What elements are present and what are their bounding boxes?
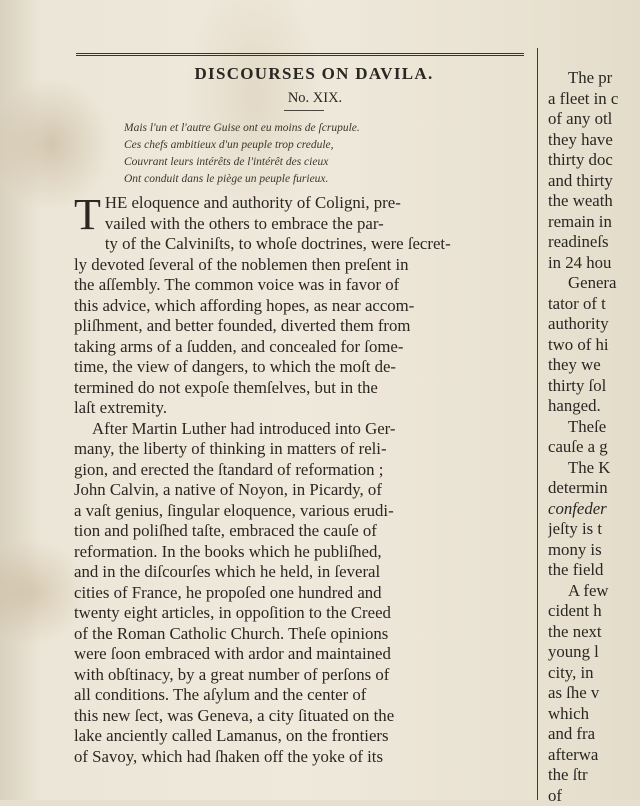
- adjacent-column-line: city, in: [548, 663, 640, 684]
- text-line: with obſtinacy, by a great number of perſons of: [74, 665, 548, 686]
- text-line: gion, and erected the ſtandard of reformation ;: [74, 460, 548, 481]
- adjacent-column-line: and fra: [548, 724, 640, 745]
- text-line: tion and poliſhed taſte, embraced the cauſe of: [74, 521, 548, 542]
- adjacent-column-line: cauſe a g: [548, 437, 640, 458]
- drop-cap: T: [74, 196, 101, 236]
- adjacent-column-line: Genera: [548, 273, 640, 294]
- article-title: DISCOURSES ON DAVILA.: [74, 62, 548, 86]
- adjacent-column-line: The pr: [548, 68, 640, 89]
- adjacent-column-line: tator of t: [548, 294, 640, 315]
- text-line: all conditions. The aſylum and the center of: [74, 685, 548, 706]
- text-line: time, the view of dangers, to which the moſt de-: [74, 357, 548, 378]
- epigraph: [124, 120, 548, 188]
- header-double-rule: [76, 53, 524, 56]
- adjacent-column-line: afterwa: [548, 745, 640, 766]
- text-line: and in the diſcourſes which he held, in ſeveral: [74, 562, 548, 583]
- adjacent-column-line: a fleet in c: [548, 89, 640, 110]
- title-separator: [284, 110, 324, 111]
- text-line: laſt extremity.: [74, 398, 548, 419]
- text-line: this new ſect, was Geneva, a city ſituated on the: [74, 706, 548, 727]
- adjacent-column-line: remain in: [548, 212, 640, 233]
- epigraph-line: Ces chefs ambitieux d'un peuple trop credule,: [124, 137, 548, 154]
- adjacent-column-line: two of hi: [548, 335, 640, 356]
- epigraph-line: Mais l'un et l'autre Guise ont eu moins de ſcrupule.: [124, 120, 548, 137]
- text-line: twenty eight articles, in oppoſition to the Creed: [74, 603, 548, 624]
- adjacent-column-line: the field: [548, 560, 640, 581]
- text-line: ly devoted ſeveral of the noblemen then preſent in: [74, 255, 548, 276]
- text-line: termined do not expoſe themſelves, but in the: [74, 378, 548, 399]
- text-line: cities of France, he propoſed one hundred and: [74, 583, 548, 604]
- article-number: No. XIX.: [74, 86, 548, 110]
- text-line: this advice, which affording hopes, as near accom-: [74, 296, 548, 317]
- text-line: of the Roman Catholic Church. Theſe opinions: [74, 624, 548, 645]
- adjacent-column-line: of any otl: [548, 109, 640, 130]
- text-line: reformation. In the books which he publiſhed,: [74, 542, 548, 563]
- text-line: pliſhment, and better founded, diverted them from: [74, 316, 548, 337]
- text-line: ty of the Calviniſts, to whoſe doctrines, were ſecret-: [74, 234, 548, 255]
- text-line: a vaſt genius, ſingular eloquence, various erudi-: [74, 501, 548, 522]
- adjacent-column-line: the weath: [548, 191, 640, 212]
- article-column: [74, 62, 548, 767]
- text-line: After Martin Luther had introduced into Ger-: [74, 419, 548, 440]
- text-line: John Calvin, a native of Noyon, in Picardy, of: [74, 480, 548, 501]
- adjacent-column-line: which: [548, 704, 640, 725]
- adjacent-column-line: readineſs: [548, 232, 640, 253]
- adjacent-column-line: in 24 hou: [548, 253, 640, 274]
- adjacent-column: [548, 68, 640, 806]
- adjacent-column-line: of: [548, 786, 640, 806]
- text-line: many, the liberty of thinking in matters of reli-: [74, 439, 548, 460]
- text-line: were ſoon embraced with ardor and maintained: [74, 644, 548, 665]
- adjacent-column-line: as ſhe v: [548, 683, 640, 704]
- adjacent-column-line: young l: [548, 642, 640, 663]
- text-line: vailed with the others to embrace the par-: [74, 214, 548, 235]
- paragraph-2: [74, 419, 548, 768]
- adjacent-column-line: the next: [548, 622, 640, 643]
- adjacent-column-line: hanged.: [548, 396, 640, 417]
- text-line: of Savoy, which had ſhaken off the yoke of its: [74, 747, 548, 768]
- epigraph-line: Ont conduit dans le piège un peuple furieux.: [124, 171, 548, 188]
- text-line: the aſſembly. The common voice was in favor of: [74, 275, 548, 296]
- adjacent-column-line: jeſty is t: [548, 519, 640, 540]
- adjacent-column-line: mony is: [548, 540, 640, 561]
- paragraph-1: [74, 193, 548, 419]
- adjacent-column-line: and thirty: [548, 171, 640, 192]
- adjacent-column-line: A few: [548, 581, 640, 602]
- adjacent-column-line: the ſtr: [548, 765, 640, 786]
- adjacent-column-line: authority: [548, 314, 640, 335]
- adjacent-column-line: determin: [548, 478, 640, 499]
- text-line: HE eloquence and authority of Coligni, pre-: [74, 193, 548, 214]
- text-line: lake anciently called Lamanus, on the frontiers: [74, 726, 548, 747]
- adjacent-column-line: they we: [548, 355, 640, 376]
- adjacent-column-line: they have: [548, 130, 640, 151]
- epigraph-line: Couvrant leurs intérêts de l'intérêt des cieux: [124, 154, 548, 171]
- adjacent-column-line: Theſe: [548, 417, 640, 438]
- adjacent-column-line: cident h: [548, 601, 640, 622]
- adjacent-column-line: thirty doc: [548, 150, 640, 171]
- adjacent-column-line: confeder: [548, 499, 640, 520]
- text-line: taking arms of a ſudden, and concealed for ſome-: [74, 337, 548, 358]
- adjacent-column-line: The K: [548, 458, 640, 479]
- adjacent-column-line: thirty ſol: [548, 376, 640, 397]
